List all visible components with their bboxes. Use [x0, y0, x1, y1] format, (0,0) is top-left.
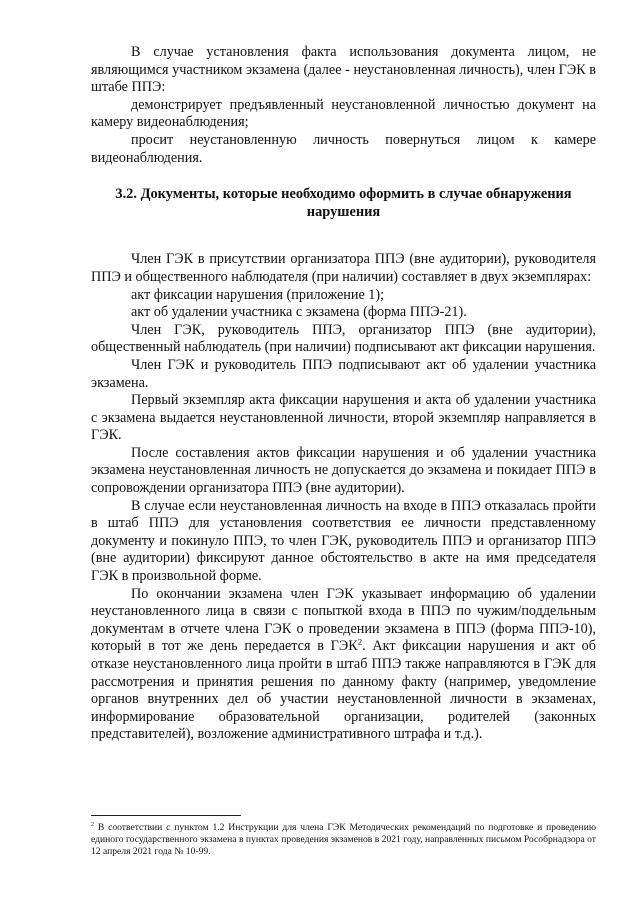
footnote-text	[91, 822, 596, 857]
paragraph-sign-removal: Член ГЭК и руководитель ППЭ подписывают акт об удалении участника экзамена.	[91, 356, 596, 391]
paragraph-not-admitted: После составления актов фиксации нарушения и об удалении участника экзамена неустановленная личность не допускается до экзамена и покидает ППЭ в сопровождении организатора ППЭ (вне аудитории).	[91, 444, 596, 497]
section-heading: 3.2. Документы, которые необходимо оформить в случае обнаружения нарушения	[115, 186, 572, 220]
footnote-body: В соответствии с пунктом 1.2 Инструкции для члена ГЭК Методических рекомендаций по подготовке и проведению единого государственного экзамена в пунктах проведения экзаменов в 2021 году, направленных письмом Рособрнадзора от 12 апреля 2021 года № 10-99.	[91, 822, 596, 857]
paragraph-gek-drafts: Член ГЭК в присутствии организатора ППЭ (вне аудитории), руководителя ППЭ и общественного наблюдателя (при наличии) составляет в двух экземплярах:	[91, 251, 596, 285]
paragraph-intro: В случае установления факта использования документа лицом, не являющимся участником экзамена (далее - неустановленная личность), член ГЭК в штабе ППЭ:	[91, 44, 596, 96]
footnote-separator	[91, 815, 241, 816]
paragraph-copies: Первый экземпляр акта фиксации нарушения и акта об удалении участника с экзамена выдается неустановленной личности, второй экземпляр направляется в ГЭК.	[91, 392, 596, 444]
footnote-reference: 2	[357, 636, 363, 647]
paragraph-turn-to-camera: просит неустановленную личность повернуться лицом к камере видеонаблюдения.	[91, 131, 596, 166]
paragraph-sign-violation: Член ГЭК, руководитель ППЭ, организатор ППЭ (вне аудитории), общественный наблюдатель (при наличии) подписывают акт фиксации нарушения.	[91, 321, 596, 356]
footnote	[91, 822, 596, 857]
document-body	[91, 44, 596, 744]
paragraph-act-violation: акт фиксации нарушения (приложение 1);	[131, 286, 385, 303]
paragraph-refusal: В случае если неустановленная личность на входе в ППЭ отказалась пройти в штаб ППЭ для установления соответствия ее личности представленному документу и покинуло ППЭ, то член ГЭК, руководитель ППЭ и организатор ППЭ (вне аудитории) фиксируют данное обстоятельство в акте на имя председателя ГЭК в произвольной форме.	[91, 497, 596, 585]
report-text-end: . Акт фиксации нарушения и акт об отказе неустановленного лица пройти в штаб ППЭ также направляются в ГЭК для рассмотрения и принятия решения по данному факту (например, уведомление органов внутренних дел об участии неустановленной личности в экзаменах, информирование образовательной организации, родителей (законных представителей), возложение административного штрафа и т.д.).	[91, 638, 596, 743]
paragraph-report	[91, 586, 596, 744]
report-text-start: По окончании экзамена член ГЭК указывает информацию об удалении неустановленного лица в связи с попыткой входа в ППЭ по чужим/поддельным документам в отчете члена ГЭК о проведении экзамена в ППЭ (форма ППЭ-10), который в тот же день передается в ГЭК	[91, 585, 596, 655]
paragraph-act-removal: акт об удалении участника с экзамена (форма ППЭ-21).	[131, 304, 467, 321]
paragraph-demonstrate: демонстрирует предъявленный неустановленной личностью документ на камеру видеонаблюдения;	[91, 96, 596, 131]
footnote-marker: 2	[91, 821, 94, 828]
